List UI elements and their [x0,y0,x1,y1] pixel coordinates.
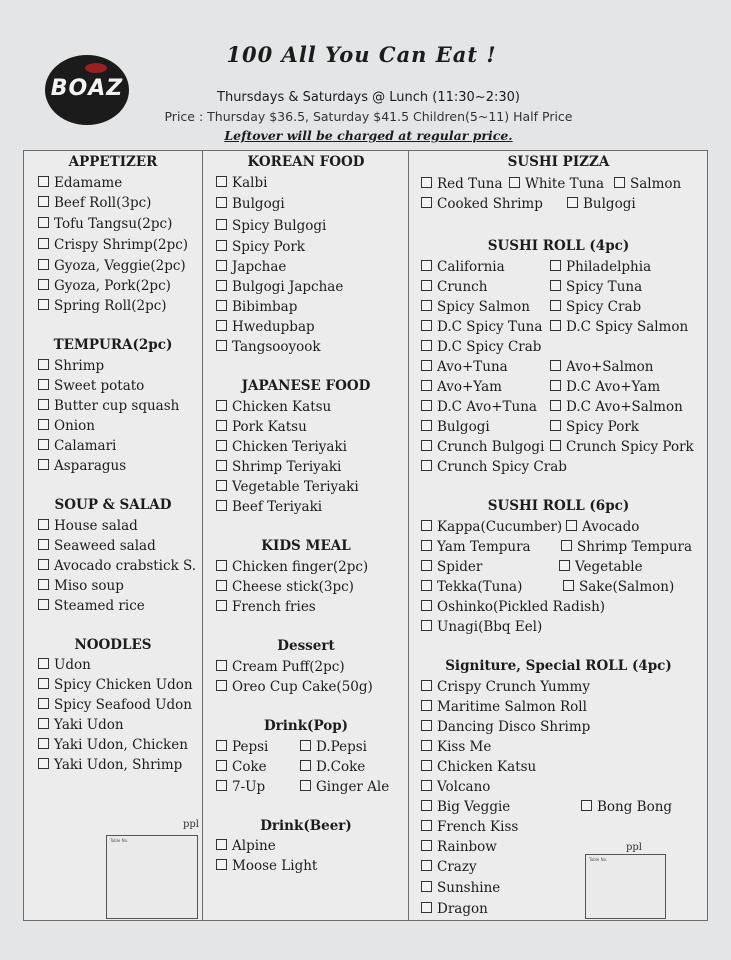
section-title-special-roll: Signiture, Special ROLL (4pc) [445,658,672,674]
checkbox[interactable] [421,420,432,431]
page-title: 100 All You Can Eat ! [226,42,497,67]
checkbox[interactable] [550,380,561,391]
order-item[interactable]: Chicken finger(2pc) [216,559,368,575]
order-item[interactable]: Cheese stick(3pc) [216,579,354,595]
checkbox[interactable] [38,718,49,729]
checkbox[interactable] [421,177,432,188]
order-item[interactable]: Yaki Udon [38,717,124,733]
order-item[interactable]: Red Tuna [421,176,503,192]
checkbox[interactable] [38,539,49,550]
order-item[interactable]: Sweet potato [38,378,144,394]
order-item[interactable]: Gyoza, Pork(2pc) [38,278,171,294]
checkbox[interactable] [559,560,570,571]
checkbox[interactable] [216,440,227,451]
checkbox[interactable] [216,460,227,471]
order-item[interactable]: Bibimbap [216,299,297,315]
section-title-drink-pop: Drink(Pop) [263,718,349,734]
order-item[interactable]: Crunch Spicy Pork [550,439,694,455]
checkbox[interactable] [216,320,227,331]
checkbox[interactable] [38,758,49,769]
order-item[interactable]: White Tuna [509,176,604,192]
order-item[interactable]: Chicken Katsu [421,759,536,775]
order-item[interactable]: Sunshine [421,880,500,896]
order-item[interactable]: Cooked Shrimp [421,196,543,212]
checkbox[interactable] [216,260,227,271]
checkbox[interactable] [38,299,49,310]
checkbox[interactable] [300,780,311,791]
checkbox[interactable] [550,360,561,371]
order-item[interactable]: Gyoza, Veggie(2pc) [38,258,186,274]
checkbox[interactable] [421,520,432,531]
order-item[interactable]: Edamame [38,175,122,191]
checkbox[interactable] [216,660,227,671]
order-item[interactable]: Crispy Crunch Yummy [421,679,590,695]
checkbox[interactable] [38,238,49,249]
order-item[interactable]: Shrimp [38,358,104,374]
checkbox[interactable] [421,380,432,391]
checkbox[interactable] [421,320,432,331]
checkbox[interactable] [38,419,49,430]
checkbox[interactable] [38,559,49,570]
checkbox[interactable] [550,420,561,431]
order-item[interactable]: Spicy Seafood Udon [38,697,192,713]
checkbox[interactable] [550,280,561,291]
order-item[interactable]: Spicy Pork [216,239,305,255]
order-item[interactable]: French Kiss [421,819,518,835]
order-item[interactable]: Oreo Cup Cake(50g) [216,679,373,695]
order-item[interactable]: Chicken Katsu [216,399,331,415]
order-item[interactable]: Avocado crabstick S. [38,558,196,574]
checkbox[interactable] [38,519,49,530]
table-number-box[interactable] [106,835,198,919]
section-title-korean-food: KOREAN FOOD [247,154,365,170]
order-item[interactable]: Butter cup squash [38,398,179,414]
order-item[interactable]: Alpine [216,838,276,854]
checkbox[interactable] [216,340,227,351]
order-item[interactable]: Onion [38,418,95,434]
checkbox[interactable] [216,240,227,251]
checkbox[interactable] [38,259,49,270]
order-item[interactable]: Big Veggie [421,799,510,815]
order-item[interactable]: Kalbi [216,175,267,191]
section-title-japanese-food: JAPANESE FOOD [241,378,371,394]
checkbox[interactable] [421,560,432,571]
column-left [24,151,202,920]
checkbox[interactable] [421,440,432,451]
order-item[interactable]: Unagi(Bbq Eel) [421,619,542,635]
section-title-tempura: TEMPURA(2pc) [53,337,173,353]
order-item[interactable]: Bulgogi [421,419,490,435]
order-item[interactable]: Yaki Udon, Shrimp [38,757,182,773]
order-item[interactable]: D.C Spicy Tuna [421,319,542,335]
checkbox[interactable] [561,540,572,551]
checkbox[interactable] [550,400,561,411]
section-title-sushi-roll-6pc: SUSHI ROLL (6pc) [487,498,630,514]
checkbox[interactable] [421,740,432,751]
checkbox[interactable] [421,680,432,691]
checkbox[interactable] [567,197,578,208]
checkbox[interactable] [421,800,432,811]
section-title-sushi-roll-4pc: SUSHI ROLL (4pc) [487,238,630,254]
section-title-noodles: NOODLES [74,637,152,653]
order-item[interactable]: Volcano [421,779,490,795]
price-line: Price : Thursday $36.5, Saturday $41.5 Children(5~11) Half Price [164,109,573,124]
checkbox[interactable] [421,860,432,871]
checkbox[interactable] [421,300,432,311]
section-title-kids-meal: KIDS MEAL [261,538,351,554]
order-item[interactable]: D.C Spicy Crab [421,339,541,355]
checkbox[interactable] [38,359,49,370]
checkbox[interactable] [38,678,49,689]
order-item[interactable]: D.C Avo+Yam [550,379,660,395]
order-item[interactable]: Yaki Udon, Chicken [38,737,188,753]
order-item[interactable]: Seaweed salad [38,538,156,554]
order-item[interactable]: Spicy Crab [550,299,641,315]
order-item[interactable]: Philadelphia [550,259,651,275]
order-item[interactable]: Vegetable Teriyaki [216,479,359,495]
checkbox[interactable] [216,280,227,291]
order-item[interactable]: 7-Up [216,779,265,795]
checkbox[interactable] [38,196,49,207]
checkbox[interactable] [216,859,227,870]
section-title-sushi-pizza: SUSHI PIZZA [507,154,610,170]
order-item[interactable]: California [421,259,505,275]
checkbox[interactable] [38,599,49,610]
checkbox[interactable] [421,280,432,291]
checkbox[interactable] [38,439,49,450]
order-item[interactable]: Spicy Tuna [550,279,642,295]
checkbox[interactable] [216,176,227,187]
logo-text: BOAZ [50,75,124,101]
checkbox[interactable] [38,698,49,709]
order-item[interactable]: Pork Katsu [216,419,307,435]
order-item[interactable]: Ginger Ale [300,779,389,795]
order-item[interactable]: Bulgogi Japchae [216,279,343,295]
order-item[interactable]: Spring Roll(2pc) [38,298,167,314]
order-item[interactable]: Vegetable [559,559,643,575]
checkbox[interactable] [216,197,227,208]
order-item[interactable]: Spicy Salmon [421,299,530,315]
order-item[interactable]: Avo+Yam [421,379,502,395]
order-item[interactable]: Maritime Salmon Roll [421,699,587,715]
checkbox[interactable] [216,400,227,411]
order-item[interactable]: Dragon [421,901,488,917]
checkbox[interactable] [38,176,49,187]
order-item[interactable]: D.Coke [300,759,365,775]
order-item[interactable]: Shrimp Tempura [561,539,692,555]
checkbox[interactable] [421,881,432,892]
checkbox[interactable] [550,440,561,451]
order-item[interactable]: D.C Avo+Salmon [550,399,683,415]
order-item[interactable]: D.Pepsi [300,739,367,755]
checkbox[interactable] [216,420,227,431]
order-item[interactable]: House salad [38,518,138,534]
checkbox[interactable] [550,260,561,271]
checkbox[interactable] [216,600,227,611]
checkbox[interactable] [421,360,432,371]
section-title-drink-beer: Drink(Beer) [260,818,352,834]
order-item[interactable]: Calamari [38,438,116,454]
checkbox[interactable] [216,680,227,691]
section-title-appetizer: APPETIZER [68,154,158,170]
hours-line: Thursdays & Saturdays @ Lunch (11:30~2:30) [217,90,520,105]
checkbox[interactable] [566,520,577,531]
checkbox[interactable] [216,760,227,771]
checkbox[interactable] [614,177,625,188]
order-item[interactable]: Yam Tempura [421,539,531,555]
checkbox[interactable] [38,399,49,410]
order-item[interactable]: Hwedupbap [216,319,315,335]
order-item[interactable]: Steamed rice [38,598,145,614]
order-item[interactable]: Beef Teriyaki [216,499,322,515]
order-item[interactable]: Bulgogi [567,196,636,212]
order-item[interactable]: Crunch Spicy Crab [421,459,567,475]
order-item[interactable]: Udon [38,657,91,673]
order-item[interactable]: Spicy Chicken Udon [38,677,193,693]
order-item[interactable]: Kiss Me [421,739,491,755]
order-item[interactable]: D.C Avo+Tuna [421,399,537,415]
checkbox[interactable] [421,720,432,731]
section-title-soup-salad: SOUP & SALAD [54,497,172,513]
order-item[interactable]: Cream Puff(2pc) [216,659,345,675]
order-item[interactable]: Avo+Salmon [550,359,654,375]
order-item[interactable]: Asparagus [38,458,126,474]
checkbox[interactable] [38,579,49,590]
order-item[interactable]: Oshinko(Pickled Radish) [421,599,605,615]
column-middle [202,151,409,920]
order-item[interactable]: Tangsooyook [216,339,321,355]
checkbox[interactable] [421,700,432,711]
checkbox[interactable] [421,620,432,631]
menu-order-grid [23,150,708,921]
checkbox[interactable] [38,738,49,749]
order-item[interactable]: Pepsi [216,739,268,755]
ppl-label: ppl [183,819,200,830]
checkbox[interactable] [421,780,432,791]
checkbox[interactable] [550,300,561,311]
order-item[interactable]: Crunch [421,279,487,295]
ppl-label: ppl [626,842,643,853]
checkbox[interactable] [421,260,432,271]
order-item[interactable]: Dancing Disco Shrimp [421,719,590,735]
column-right [408,151,708,920]
order-item[interactable]: Miso soup [38,578,124,594]
checkbox[interactable] [421,460,432,471]
checkbox[interactable] [421,820,432,831]
checkbox[interactable] [509,177,520,188]
checkbox[interactable] [216,560,227,571]
checkbox[interactable] [300,760,311,771]
checkbox[interactable] [216,839,227,850]
checkbox[interactable] [216,219,227,230]
checkbox[interactable] [421,902,432,913]
order-item[interactable]: Crazy [421,859,477,875]
checkbox[interactable] [421,197,432,208]
order-item[interactable]: Sake(Salmon) [563,579,674,595]
checkbox[interactable] [38,379,49,390]
checkbox[interactable] [38,217,49,228]
order-item[interactable]: Avocado [566,519,639,535]
order-item[interactable]: Crunch Bulgogi [421,439,544,455]
checkbox[interactable] [550,320,561,331]
order-item[interactable]: French fries [216,599,316,615]
table-number-box[interactable] [585,854,666,919]
order-item[interactable]: Avo+Tuna [421,359,508,375]
checkbox[interactable] [421,540,432,551]
order-item[interactable]: Tofu Tangsu(2pc) [38,216,172,232]
order-item[interactable]: Chicken Teriyaki [216,439,347,455]
leftover-notice: Leftover will be charged at regular price. [224,128,513,143]
checkbox[interactable] [563,580,574,591]
order-item[interactable]: Japchae [216,259,286,275]
order-item[interactable]: Coke [216,759,267,775]
order-item[interactable]: Tekka(Tuna) [421,579,522,595]
checkbox[interactable] [216,580,227,591]
order-item[interactable]: Spider [421,559,482,575]
checkbox[interactable] [421,840,432,851]
checkbox[interactable] [581,800,592,811]
checkbox[interactable] [421,760,432,771]
checkbox[interactable] [216,500,227,511]
order-item[interactable]: Crispy Shrimp(2pc) [38,237,188,253]
section-title-dessert: Dessert [277,638,335,654]
checkbox[interactable] [216,480,227,491]
table-no-label: Table No. [110,838,129,843]
order-item[interactable]: Rainbow [421,839,497,855]
checkbox[interactable] [38,658,49,669]
order-item[interactable]: Moose Light [216,858,317,874]
checkbox[interactable] [38,459,49,470]
checkbox[interactable] [421,580,432,591]
order-item[interactable]: Shrimp Teriyaki [216,459,341,475]
checkbox[interactable] [216,780,227,791]
order-item[interactable]: Beef Roll(3pc) [38,195,151,211]
checkbox[interactable] [216,740,227,751]
order-item[interactable]: Bong Bong [581,799,672,815]
checkbox[interactable] [421,600,432,611]
checkbox[interactable] [421,400,432,411]
order-item[interactable]: Bulgogi [216,196,285,212]
checkbox[interactable] [300,740,311,751]
order-item[interactable]: Spicy Pork [550,419,639,435]
order-item[interactable]: D.C Spicy Salmon [550,319,688,335]
checkbox[interactable] [216,300,227,311]
checkbox[interactable] [38,279,49,290]
order-item[interactable]: Kappa(Cucumber) [421,519,562,535]
table-no-label: Table No. [589,857,608,862]
checkbox[interactable] [421,340,432,351]
order-item[interactable]: Spicy Bulgogi [216,218,326,234]
order-item[interactable]: Salmon [614,176,681,192]
